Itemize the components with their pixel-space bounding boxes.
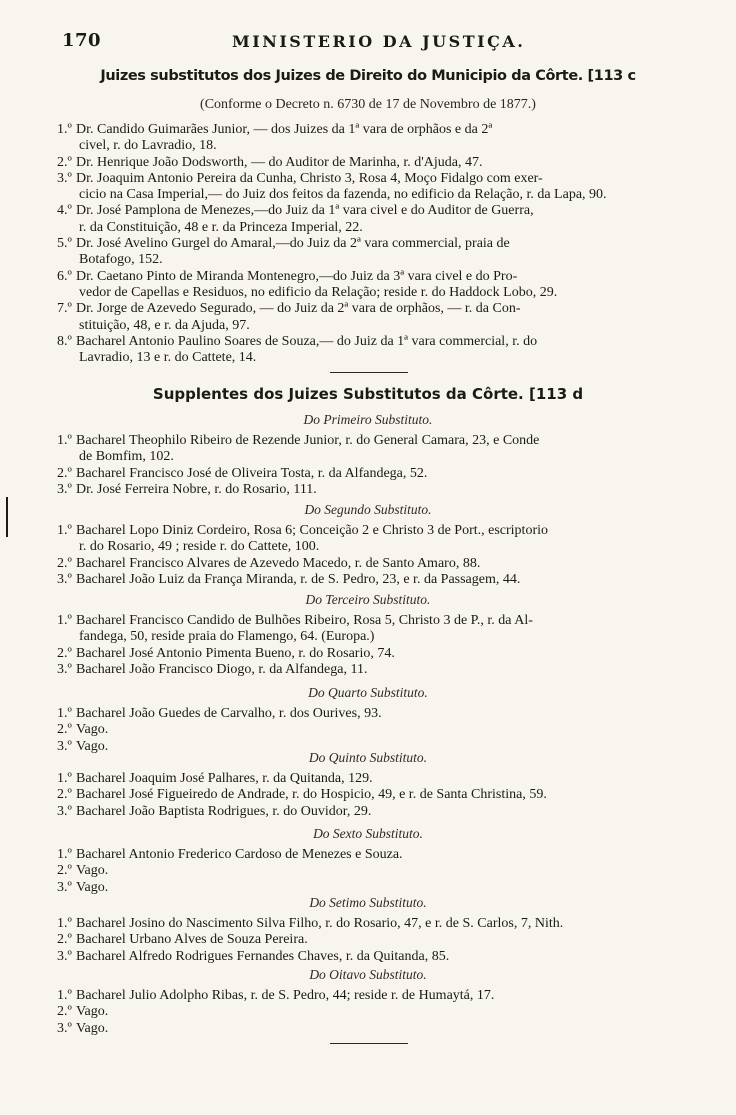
list-item: 2.º Bacharel José Figueiredo de Andrade, r. do Hospicio, 49, e r. de Santa Christina, 59. xyxy=(57,787,547,803)
entry-number: 2.º xyxy=(57,555,72,571)
entry-number: 7.º xyxy=(57,301,72,317)
entry-number: 1.º xyxy=(57,847,72,862)
entry-number: 1.º xyxy=(57,613,72,628)
list-item: 1.º Bacharel Antonio Frederico Cardoso de Menezes e Souza. xyxy=(57,847,403,862)
list-item-continuation: stituição, 48, e r. da Ajuda, 97. xyxy=(79,317,250,333)
list-item-continuation: fandega, 50, reside praia do Flamengo, 64. (Europa.) xyxy=(79,629,375,645)
entry-number: 1.º xyxy=(57,122,72,137)
entry-number: 2.º xyxy=(57,154,72,170)
list-item: 3.º Dr. José Ferreira Nobre, r. do Rosario, 111. xyxy=(57,481,317,497)
entry-number: 3.º xyxy=(57,661,72,677)
list-item-continuation: cicio na Casa Imperial,— do Juiz dos feitos da fazenda, no edificio da Relação, r. da Lapa, 90. xyxy=(79,187,607,203)
entry-number: 2.º xyxy=(57,645,72,661)
group-heading: Do Quinto Substituto. xyxy=(308,750,428,765)
entry-number: 4.º xyxy=(57,203,72,219)
list-item: 1.º Bacharel Josino do Nascimento Silva Filho, r. do Rosario, 47, e r. de S. Carlos, 7, Nith. xyxy=(57,916,564,931)
entry-number: 3.º xyxy=(57,481,72,497)
entry-number: 1.º xyxy=(57,523,72,538)
group-heading: Do Oitavo Substituto. xyxy=(309,967,427,982)
group-list xyxy=(57,613,707,678)
entry-number: 1.º xyxy=(57,771,72,786)
entry-number: 2.º xyxy=(57,863,72,879)
judges-list xyxy=(57,122,707,366)
entry-number: 2.º xyxy=(57,722,72,738)
entry-number: 5.º xyxy=(57,236,72,252)
group-list xyxy=(57,916,707,965)
entry-number: 3.º xyxy=(57,1020,72,1036)
list-item: 3.º Bacharel Alfredo Rodrigues Fernandes Chaves, r. da Quitanda, 85. xyxy=(57,948,450,964)
list-item-continuation: r. da Constituição, 48 e r. da Princeza Imperial, 22. xyxy=(79,219,363,235)
list-item: 2.º Dr. Henrique João Dodsworth, — do Auditor de Marinha, r. d'Ajuda, 47. xyxy=(57,154,483,170)
list-item: 7.º Dr. Jorge de Azevedo Segurado, — do Juiz da 2ª vara de orphãos, — r. da Con- xyxy=(57,301,521,317)
group-list xyxy=(57,433,707,498)
list-item: 3.º Dr. Joaquim Antonio Pereira da Cunha, Christo 3, Rosa 4, Moço Fidalgo com exer- xyxy=(57,170,543,186)
running-title: MINISTERIO DA JUSTIÇA. xyxy=(232,32,526,51)
entry-number: 2.º xyxy=(57,932,72,948)
list-item-continuation: vedor de Capellas e Residuos, no edificio da Relação; reside r. do Haddock Lobo, 29. xyxy=(79,284,558,300)
entry-number: 3.º xyxy=(57,948,72,964)
divider-rule xyxy=(330,1043,408,1044)
list-item: 2.º Vago. xyxy=(57,1004,109,1020)
group-list xyxy=(57,988,707,1037)
list-item-continuation: Botafogo, 152. xyxy=(79,252,163,268)
list-item: 5.º Dr. José Avelino Gurgel do Amaral,—do Juiz da 2ª vara commercial, praia de xyxy=(57,236,510,252)
list-item: 4.º Dr. José Pamplona de Menezes,—do Juiz da 1ª vara civel e do Auditor de Guerra, xyxy=(57,203,534,219)
entry-number: 1.º xyxy=(57,916,72,931)
list-item: 2.º Bacharel Francisco José de Oliveira Tosta, r. da Alfandega, 52. xyxy=(57,465,428,481)
group-list xyxy=(57,771,707,820)
list-item: 3.º Bacharel João Luiz da França Miranda, r. de S. Pedro, 23, e r. da Passagem, 44. xyxy=(57,571,521,587)
decree-note: (Conforme o Decreto n. 6730 de 17 de Novembro de 1877.) xyxy=(200,97,536,112)
entry-number: 1.º xyxy=(57,988,72,1003)
list-item: 1.º Bacharel Francisco Candido de Bulhões Ribeiro, Rosa 5, Christo 3 de P., r. da Al- xyxy=(57,613,533,628)
entry-number: 1.º xyxy=(57,433,72,448)
list-item: 3.º Vago. xyxy=(57,738,109,754)
page-number: 170 xyxy=(62,30,102,51)
margin-mark xyxy=(6,497,8,537)
list-item: 6.º Dr. Caetano Pinto de Miranda Montenegro,—do Juiz da 3ª vara civel e do Pro- xyxy=(57,268,518,284)
entry-number: 2.º xyxy=(57,1004,72,1020)
list-item: 1.º Bacharel Theophilo Ribeiro de Rezende Junior, r. do General Camara, 23, e Conde xyxy=(57,433,540,448)
list-item: 1.º Bacharel João Guedes de Carvalho, r. dos Ourives, 93. xyxy=(57,706,382,721)
list-item: 1.º Bacharel Lopo Diniz Cordeiro, Rosa 6; Conceição 2 e Christo 3 de Port., escriptorio xyxy=(57,523,549,538)
group-heading: Do Terceiro Substituto. xyxy=(305,592,431,607)
list-item: 3.º Vago. xyxy=(57,1020,109,1036)
list-item: 2.º Bacharel Francisco Alvares de Azevedo Macedo, r. de Santo Amaro, 88. xyxy=(57,555,481,571)
list-item: 8.º Bacharel Antonio Paulino Soares de Souza,— do Juiz da 1ª vara commercial, r. do xyxy=(57,333,538,349)
group-heading: Do Segundo Substituto. xyxy=(304,502,432,517)
entry-number: 1.º xyxy=(57,706,72,721)
list-item-continuation: de Bomfim, 102. xyxy=(79,449,174,465)
list-item: 2.º Bacharel José Antonio Pimenta Bueno, r. do Rosario, 74. xyxy=(57,645,395,661)
entry-number: 3.º xyxy=(57,803,72,819)
list-item: 1.º Dr. Candido Guimarães Junior, — dos Juizes da 1ª vara de orphãos e da 2ª xyxy=(57,122,493,137)
group-heading: Do Setimo Substituto. xyxy=(309,895,427,910)
entry-number: 2.º xyxy=(57,465,72,481)
list-item: 1.º Bacharel Joaquim José Palhares, r. da Quitanda, 129. xyxy=(57,771,373,786)
list-item: 2.º Vago. xyxy=(57,863,109,879)
list-item: 3.º Bacharel João Baptista Rodrigues, r. do Ouvidor, 29. xyxy=(57,803,372,819)
list-item-continuation: civel, r. do Lavradio, 18. xyxy=(79,138,217,154)
list-item: 3.º Bacharel João Francisco Diogo, r. da Alfandega, 11. xyxy=(57,661,368,677)
entry-number: 3.º xyxy=(57,170,72,186)
list-item: 2.º Vago. xyxy=(57,722,109,738)
divider-rule xyxy=(330,372,408,373)
group-list xyxy=(57,523,707,588)
entry-number: 3.º xyxy=(57,571,72,587)
list-item: 3.º Vago. xyxy=(57,879,109,895)
section-title: Juizes substitutos dos Juizes de Direito do Municipio da Côrte. [113 c xyxy=(100,68,636,84)
entry-number: 3.º xyxy=(57,879,72,895)
list-item-continuation: r. do Rosario, 49 ; reside r. do Cattete, 100. xyxy=(79,539,320,555)
group-list xyxy=(57,706,707,755)
list-item: 2.º Bacharel Urbano Alves de Souza Pereira. xyxy=(57,932,308,948)
entry-number: 8.º xyxy=(57,333,72,349)
group-heading: Do Sexto Substituto. xyxy=(313,826,423,841)
entry-number: 3.º xyxy=(57,738,72,754)
group-heading: Do Primeiro Substituto. xyxy=(303,412,433,427)
list-item: 1.º Bacharel Julio Adolpho Ribas, r. de S. Pedro, 44; reside r. de Humaytá, 17. xyxy=(57,988,495,1003)
supplentes-title: Supplentes dos Juizes Substitutos da Côrte. [113 d xyxy=(152,385,584,403)
entry-number: 2.º xyxy=(57,787,72,803)
group-list xyxy=(57,847,707,896)
list-item-continuation: Lavradio, 13 e r. do Cattete, 14. xyxy=(79,350,257,366)
group-heading: Do Quarto Substituto. xyxy=(308,685,428,700)
entry-number: 6.º xyxy=(57,268,72,284)
